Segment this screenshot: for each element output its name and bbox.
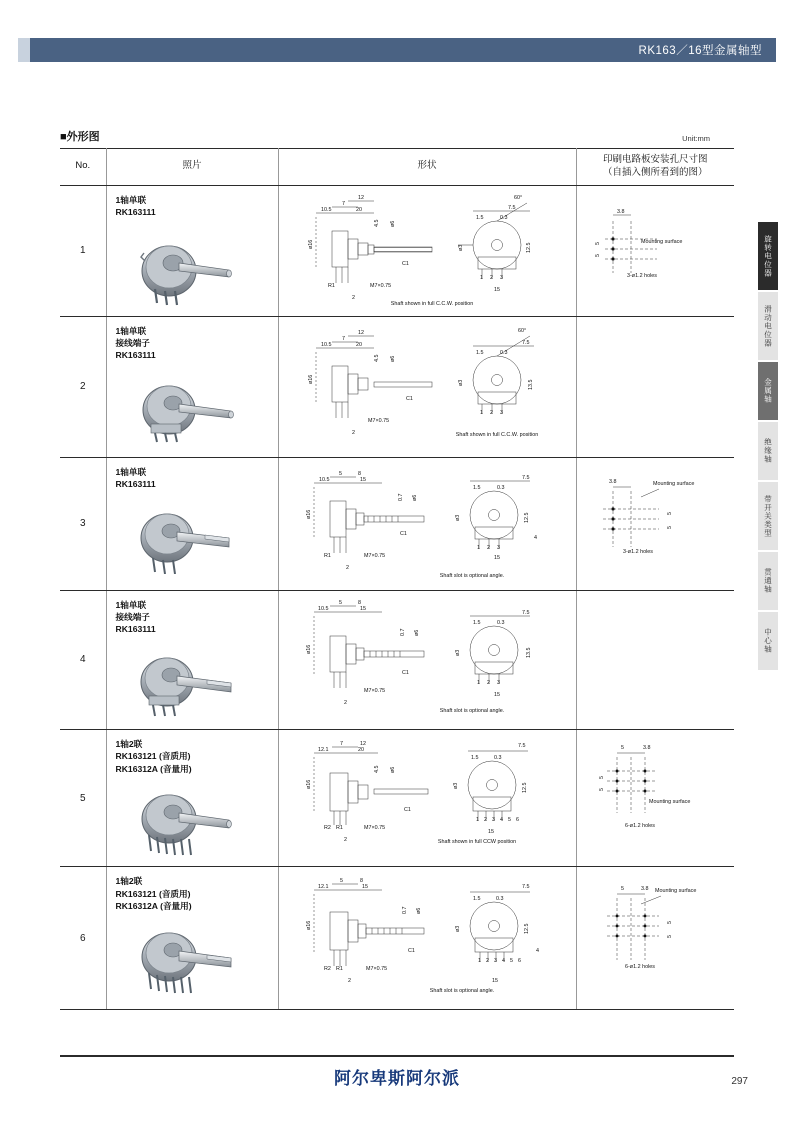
row-shape-cell (278, 457, 576, 590)
dim-text: 7.5 (518, 742, 526, 749)
dim-text: 7.5 (508, 204, 516, 211)
model-line: RK163111 (115, 478, 156, 489)
dim-text: 3.8 (617, 208, 625, 215)
dim-text: 13.5 (528, 379, 534, 390)
dim-text: 60° (518, 327, 527, 334)
mounting-surface-label: Mounting surface (649, 798, 691, 805)
terminal-number: 2 (487, 679, 490, 686)
dim-text: 12 (358, 329, 364, 336)
row-photo-cell (106, 316, 278, 457)
product-photo (108, 362, 277, 454)
dim-text: 15 (494, 554, 500, 561)
pcb-drawing (578, 187, 734, 313)
shape-drawing (280, 318, 575, 456)
dim-text: M7×0.75 (364, 687, 386, 694)
terminal-number: 5 (508, 816, 511, 823)
mounting-surface-label: Mounting surface (641, 238, 683, 245)
header-title: RK163／16型金属轴型 (638, 45, 762, 57)
dim-text: 0.7 (398, 493, 404, 501)
dim-text: 0.7 (400, 628, 406, 636)
dim-text: 12.1 (318, 746, 329, 753)
dim-text: 12 (360, 740, 366, 747)
dim-text: 0.3 (497, 619, 505, 626)
table-row (60, 729, 734, 866)
dim-text: 7 (340, 740, 343, 747)
dim-text: ø6 (390, 766, 396, 773)
row-photo-cell (106, 729, 278, 866)
model-line: 1轴2联 (115, 876, 143, 887)
dim-text: R2 (324, 966, 331, 973)
model-line: RK163111 (115, 207, 156, 218)
dim-text: 10.5 (318, 605, 329, 612)
model-name (108, 592, 277, 636)
dim-text: 12.5 (522, 782, 528, 793)
dim-text: C1 (402, 260, 409, 267)
dim-text: 3.8 (643, 744, 651, 751)
mounting-surface-label: Mounting surface (655, 888, 697, 895)
model-line: RK16312A (音量用) (115, 763, 192, 774)
terminal-number: 3 (497, 544, 500, 551)
terminal-number: 4 (500, 816, 503, 823)
col-header-pcb-line2: （自插入侧所看到的图） (602, 166, 708, 178)
row-pcb-cell (576, 729, 734, 866)
dim-text: 13.5 (526, 647, 532, 658)
dim-text: 15 (492, 978, 498, 985)
shape-drawing (280, 868, 575, 1008)
dim-text: 2 (344, 699, 347, 706)
dim-text: ø16 (308, 374, 314, 384)
dim-text: 3.8 (641, 886, 649, 893)
row-number: 2 (60, 316, 106, 457)
dim-text: ø6 (414, 629, 420, 636)
shape-note: Shaft shown in full C.C.W. position (390, 300, 474, 307)
dim-text: 15 (494, 691, 500, 698)
model-line: RK163111 (115, 350, 156, 361)
dim-text: 10.5 (319, 476, 330, 483)
dim-text: 10.5 (321, 206, 332, 213)
dim-text: ø16 (308, 239, 314, 249)
dim-text: 8 (358, 470, 361, 477)
dim-text: M7×0.75 (366, 966, 388, 973)
row-number: 3 (60, 457, 106, 590)
dim-text: ø16 (306, 779, 312, 789)
row-pcb-cell (576, 457, 734, 590)
side-tab-with-switch[interactable]: 带开关类型 (758, 482, 778, 550)
shape-drawing (280, 731, 575, 861)
company-logo: 阿尔卑斯阿尔派 (334, 1069, 460, 1088)
dim-text: 1.5 (473, 484, 481, 491)
terminal-number: 1 (477, 544, 480, 551)
terminal-number: 1 (478, 958, 481, 965)
dim-text: C1 (400, 530, 407, 537)
dim-text: 7.5 (522, 339, 530, 346)
table-row (60, 867, 734, 1010)
col-header-pcb-line1: 印刷电路板安装孔尺寸图 (602, 154, 708, 165)
table-row (60, 590, 734, 729)
dim-text: ø3 (455, 925, 461, 933)
terminal-number: 3 (500, 274, 503, 281)
dim-text: 12.1 (318, 884, 329, 891)
dim-text: 5 (595, 253, 602, 257)
dim-text: ø3 (455, 649, 461, 656)
pcb-drawing (578, 731, 734, 861)
dim-text: ø6 (390, 220, 396, 227)
dim-text: ø6 (416, 907, 422, 915)
model-line: 1轴单联 (115, 194, 147, 205)
dim-text: 20 (356, 206, 362, 213)
model-line: RK163121 (音质用) (115, 888, 191, 899)
col-header-no: No. (60, 149, 106, 186)
model-name (108, 731, 277, 775)
row-photo-cell (106, 185, 278, 316)
page-header (18, 38, 776, 62)
model-line: RK163111 (115, 624, 156, 635)
shape-note: Shaft slot is optional angle. (439, 572, 505, 579)
row-photo-cell (106, 590, 278, 729)
terminal-number: 1 (477, 679, 480, 686)
product-photo (108, 219, 277, 315)
dim-text: 1.5 (471, 754, 479, 761)
dim-text: ø3 (455, 514, 461, 521)
dim-text: C1 (404, 806, 411, 813)
dim-text: R1 (336, 824, 343, 831)
row-number: 6 (60, 867, 106, 1010)
shape-note: Shaft slot is optional angle. (429, 988, 495, 995)
row-shape-cell (278, 590, 576, 729)
row-pcb-cell (576, 867, 734, 1010)
side-tab-rail (758, 222, 778, 672)
row-shape-cell (278, 185, 576, 316)
section-heading: ■外形图 (60, 131, 100, 143)
shape-note: Shaft shown in full C.C.W. position (455, 431, 539, 438)
shape-drawing (280, 187, 575, 313)
dim-text: ø6 (390, 355, 396, 362)
dim-text: 15 (488, 828, 494, 835)
terminal-number: 4 (502, 958, 505, 965)
table-header-row (60, 149, 734, 186)
dim-text: 7 (342, 200, 345, 207)
col-header-pcb (576, 149, 734, 186)
side-tab-slide-pot[interactable]: 滑动电位器 (758, 292, 778, 360)
terminal-number: 2 (487, 544, 490, 551)
model-line: 1轴单联 (115, 466, 147, 477)
pcb-drawing (578, 459, 734, 589)
row-number: 4 (60, 590, 106, 729)
row-number: 1 (60, 185, 106, 316)
shape-drawing (280, 592, 575, 724)
dim-text: 2 (352, 429, 355, 436)
table-row (60, 185, 734, 316)
dim-text: 1.5 (473, 896, 481, 903)
dim-text: 4.5 (374, 219, 380, 227)
dim-text: 5 (339, 470, 342, 477)
dim-text: 7.5 (522, 609, 530, 616)
dim-text: 2 (344, 836, 347, 843)
dim-text: 2 (346, 564, 349, 571)
dim-text: 15 (362, 884, 368, 891)
row-shape-cell (278, 316, 576, 457)
side-tab-through-shaft[interactable]: 贯通轴 (758, 552, 778, 610)
dim-text: 12.5 (526, 242, 532, 253)
side-tab-rotary-pot[interactable]: 旋转电位器 (758, 222, 778, 290)
footer-rule (60, 1055, 734, 1057)
side-tab-metal-shaft[interactable]: 金属轴 (758, 362, 778, 420)
dim-text: ø16 (306, 644, 312, 654)
model-line: 1轴2联 (115, 738, 143, 749)
model-name (108, 459, 277, 491)
dim-text: ø16 (306, 509, 312, 519)
model-line: 1轴单联 (115, 599, 147, 610)
row-number: 5 (60, 729, 106, 866)
dim-text: 15 (494, 286, 500, 293)
terminal-number: 1 (480, 409, 483, 416)
model-line: 1轴单联 (115, 325, 147, 336)
dim-text: 7.5 (522, 474, 530, 481)
hole-spec: 3-ø1.2 holes (623, 548, 654, 555)
dim-text: ø3 (453, 782, 459, 789)
terminal-number: 3 (494, 958, 497, 965)
terminal-number: 2 (490, 274, 493, 281)
page-number: 297 (731, 1076, 748, 1087)
dim-text: ø6 (412, 494, 418, 501)
dim-text: 1.5 (476, 214, 484, 221)
row-shape-cell (278, 729, 576, 866)
dim-text: M7×0.75 (364, 824, 386, 831)
dim-text: R1 (324, 552, 331, 559)
dim-text: 5 (667, 935, 674, 939)
dim-text: 7 (342, 335, 345, 342)
pcb-drawing (578, 868, 734, 1008)
dim-text: 10.5 (321, 341, 332, 348)
model-line: 接线端子 (115, 337, 150, 348)
dim-text: 5 (667, 511, 674, 515)
dim-text: 0.3 (500, 214, 508, 221)
dim-text: C1 (402, 669, 409, 676)
dim-text: 20 (356, 341, 362, 348)
row-pcb-cell (576, 185, 734, 316)
model-line: 接线端子 (115, 611, 150, 622)
dim-text: 5 (667, 525, 674, 529)
terminal-number: 2 (484, 816, 487, 823)
dim-text: M7×0.75 (364, 552, 386, 559)
terminal-number: 1 (476, 816, 479, 823)
dim-text: C1 (408, 948, 415, 955)
header-accent-block (18, 38, 30, 62)
dim-text: 8 (360, 878, 363, 885)
shape-note: Shaft slot is optional angle. (439, 707, 505, 714)
hole-spec: 6-ø1.2 holes (625, 822, 656, 829)
unit-label: Unit:mm (682, 134, 710, 143)
dim-text: 5 (621, 744, 625, 751)
dim-text: 4 (536, 948, 539, 955)
dim-text: ø3 (458, 379, 464, 386)
terminal-number: 3 (500, 409, 503, 416)
row-pcb-cell (576, 590, 734, 729)
dim-text: R1 (328, 282, 335, 289)
dim-text: 5 (595, 241, 602, 245)
terminal-number: 6 (518, 958, 521, 965)
terminal-number: 3 (497, 679, 500, 686)
col-header-shape: 形状 (278, 149, 576, 186)
dim-text: M7×0.75 (370, 282, 392, 289)
terminal-number: 2 (490, 409, 493, 416)
product-photo (108, 636, 277, 728)
dim-text: 7.5 (522, 884, 530, 891)
dim-text: 0.3 (494, 754, 502, 761)
dim-text: R1 (336, 966, 343, 973)
terminal-number: 6 (516, 816, 519, 823)
mounting-surface-label: Mounting surface (653, 480, 695, 487)
dim-text: 4.5 (374, 354, 380, 362)
row-pcb-cell (576, 316, 734, 457)
dim-text: 5 (599, 787, 606, 791)
dim-text: M7×0.75 (368, 417, 390, 424)
dim-text: 20 (358, 746, 364, 753)
dim-text: ø3 (458, 244, 464, 251)
model-name (108, 868, 277, 912)
model-name (108, 318, 277, 362)
col-header-photo: 照片 (106, 149, 278, 186)
product-photo (108, 490, 277, 582)
row-photo-cell (106, 457, 278, 590)
outline-drawing-table (60, 148, 734, 1010)
dim-text: 0.7 (402, 906, 408, 915)
dim-text: C1 (406, 395, 413, 402)
dim-text: 5 (621, 886, 625, 893)
terminal-number: 1 (480, 274, 483, 281)
dim-text: 0.3 (496, 896, 504, 903)
model-name (108, 187, 277, 219)
dim-text: 2 (348, 978, 351, 985)
shape-drawing (280, 459, 575, 589)
dim-text: 4.5 (374, 765, 380, 773)
model-line: RK163121 (音质用) (115, 751, 191, 762)
terminal-number: 5 (510, 958, 513, 965)
dim-text: 4 (534, 534, 537, 541)
table-row (60, 457, 734, 590)
side-tab-center-shaft[interactable]: 中心轴 (758, 612, 778, 670)
dim-text: 0.3 (500, 349, 508, 356)
dim-text: 1.5 (473, 619, 481, 626)
model-line: RK16312A (音量用) (115, 901, 192, 912)
dim-text: ø16 (306, 920, 312, 931)
dim-text: 5 (667, 921, 674, 925)
dim-text: 0.3 (497, 484, 505, 491)
terminal-number: 2 (486, 958, 489, 965)
shape-note: Shaft shown in full CCW position (437, 838, 517, 845)
dim-text: 3.8 (609, 478, 617, 485)
hole-spec: 3-ø1.2 holes (627, 272, 658, 279)
product-photo (108, 775, 277, 865)
hole-spec: 6-ø1.2 holes (625, 964, 656, 971)
dim-text: 5 (340, 878, 343, 885)
product-photo (108, 913, 277, 1003)
dim-text: 5 (599, 775, 606, 779)
terminal-number: 3 (492, 816, 495, 823)
dim-text: 12.5 (524, 923, 530, 935)
row-shape-cell (278, 867, 576, 1010)
dim-text: 15 (360, 476, 366, 483)
dim-text: 60° (514, 194, 523, 201)
dim-text: 1.5 (476, 349, 484, 356)
dim-text: 2 (352, 294, 355, 301)
table-row (60, 316, 734, 457)
dim-text: 5 (339, 599, 342, 606)
side-tab-insulated-shaft[interactable]: 绝缘轴 (758, 422, 778, 480)
row-photo-cell (106, 867, 278, 1010)
dim-text: 12.5 (524, 512, 530, 523)
dim-text: 12 (358, 194, 364, 201)
dim-text: R2 (324, 824, 331, 831)
dim-text: 8 (358, 599, 361, 606)
dim-text: 15 (360, 605, 366, 612)
